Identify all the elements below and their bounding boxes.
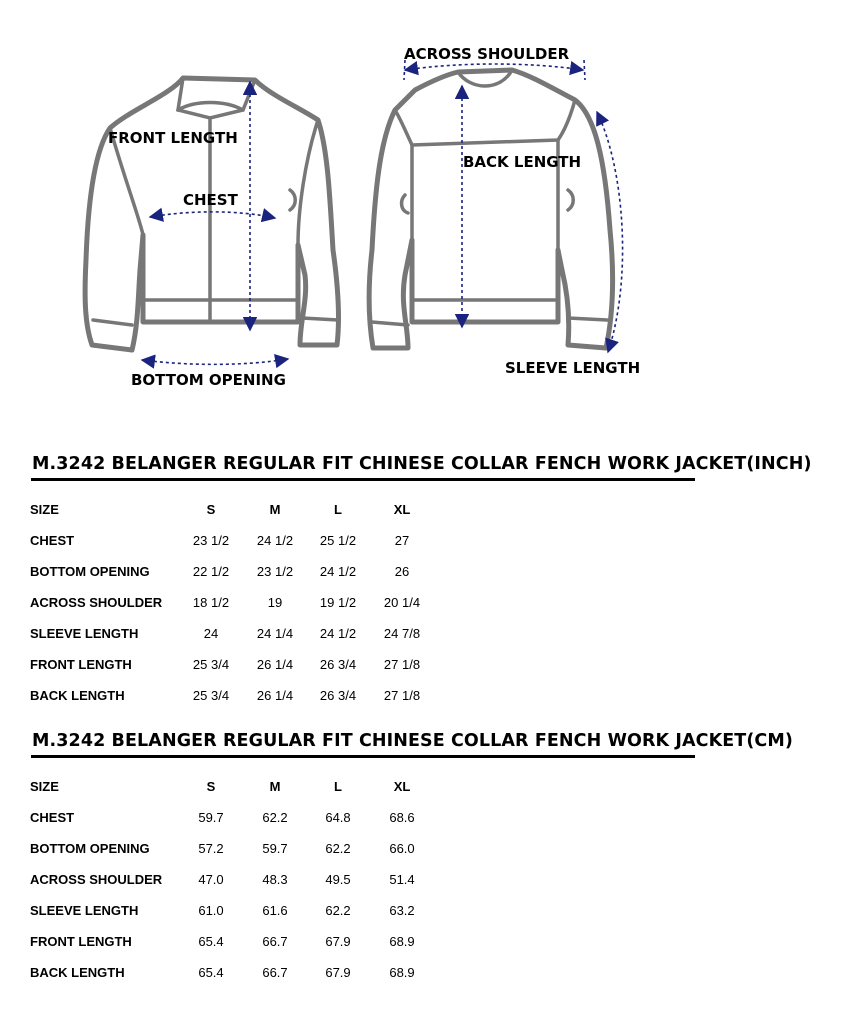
table-cell: 20 1/4 [383, 595, 421, 610]
table-cell: 23 1/2 [256, 564, 294, 579]
table-cell: 24 [203, 626, 219, 641]
table-cell: 66.0 [389, 841, 415, 856]
table-cell: 27 1/8 [383, 657, 421, 672]
table-cell: 68.6 [389, 810, 415, 825]
table-cell: 48.3 [262, 872, 288, 887]
table-cell: 23 1/2 [192, 533, 230, 548]
table-row [0, 903, 844, 923]
table-cell: 19 1/2 [319, 595, 357, 610]
table-row [0, 965, 844, 985]
bottom-opening-label: BOTTOM OPENING [131, 371, 286, 389]
table-cell: 18 1/2 [192, 595, 230, 610]
table-cell: 66.7 [262, 934, 288, 949]
table-cell: 65.4 [198, 965, 224, 980]
row-label: SLEEVE LENGTH [30, 903, 139, 918]
table-cell: 66.7 [262, 965, 288, 980]
header-cell-l: L [334, 779, 342, 794]
table-cell: 68.9 [389, 965, 415, 980]
row-label: BOTTOM OPENING [30, 841, 150, 856]
header-cell-m: M [269, 779, 281, 794]
row-label: ACROSS SHOULDER [30, 595, 163, 610]
table-cell: 24 1/2 [319, 564, 357, 579]
table-cell: 26 3/4 [319, 657, 357, 672]
table-cell: 67.9 [325, 965, 351, 980]
sleeve-length-label: SLEEVE LENGTH [505, 359, 641, 377]
table-cell: 59.7 [262, 841, 288, 856]
table-cell: 47.0 [198, 872, 224, 887]
across-shoulder-label: ACROSS SHOULDER [404, 45, 570, 63]
table-cell: 51.4 [389, 872, 415, 887]
table-cell: 24 1/2 [319, 626, 357, 641]
table-row [0, 533, 844, 553]
table-header-row [0, 502, 844, 522]
table-row [0, 626, 844, 646]
table-cell: 24 7/8 [383, 626, 421, 641]
table-cell: 68.9 [389, 934, 415, 949]
header-cell-xl: XL [393, 502, 411, 517]
header-cell-s: S [206, 779, 216, 794]
chest-label: CHEST [183, 191, 238, 209]
table-cell: 62.2 [262, 810, 288, 825]
table-header-row [0, 779, 844, 799]
table-row [0, 657, 844, 677]
table-cell: 62.2 [325, 841, 351, 856]
table-cell: 63.2 [389, 903, 415, 918]
table-cell: 27 [394, 533, 410, 548]
row-label: CHEST [30, 810, 75, 825]
table-cell: 62.2 [325, 903, 351, 918]
table-cell: 25 1/2 [319, 533, 357, 548]
table-cell: 65.4 [198, 934, 224, 949]
table-cell: 61.0 [198, 903, 224, 918]
table-title-cm: M.3242 BELANGER REGULAR FIT CHINESE COLLAR FENCH WORK JACKET(CM) [32, 731, 793, 751]
table-cell: 25 3/4 [192, 657, 230, 672]
shoulder-tick-right [584, 60, 585, 80]
table-cell: 24 1/2 [256, 533, 294, 548]
front-jacket-illustration [85, 78, 338, 350]
table-cell: 59.7 [198, 810, 224, 825]
row-label: BACK LENGTH [30, 688, 125, 703]
header-cell-size: SIZE [30, 502, 59, 517]
table-row [0, 595, 844, 615]
table-title-inch: M.3242 BELANGER REGULAR FIT CHINESE COLLAR FENCH WORK JACKET(INCH) [32, 454, 812, 474]
header-cell-size: SIZE [30, 779, 59, 794]
table-cell: 26 1/4 [256, 688, 294, 703]
table-row [0, 564, 844, 584]
table-cell: 22 1/2 [192, 564, 230, 579]
row-label: ACROSS SHOULDER [30, 872, 163, 887]
table-cell: 67.9 [325, 934, 351, 949]
row-label: CHEST [30, 533, 75, 548]
table-cell: 26 [394, 564, 410, 579]
table-row [0, 841, 844, 861]
jacket-measurement-diagram [0, 0, 844, 420]
header-cell-s: S [206, 502, 216, 517]
back-length-label: BACK LENGTH [463, 153, 582, 171]
table-row [0, 934, 844, 954]
table-cell: 26 3/4 [319, 688, 357, 703]
table-row [0, 688, 844, 708]
table-cell: 27 1/8 [383, 688, 421, 703]
row-label: FRONT LENGTH [30, 934, 132, 949]
table-cell: 49.5 [325, 872, 351, 887]
table-cell: 25 3/4 [192, 688, 230, 703]
row-label: BOTTOM OPENING [30, 564, 150, 579]
table-row [0, 810, 844, 830]
row-label: FRONT LENGTH [30, 657, 132, 672]
table-cell: 19 [267, 595, 283, 610]
row-label: SLEEVE LENGTH [30, 626, 139, 641]
table-row [0, 872, 844, 892]
header-cell-l: L [334, 502, 342, 517]
table-cell: 61.6 [262, 903, 288, 918]
header-cell-xl: XL [393, 779, 411, 794]
table-title-underline [31, 478, 695, 481]
header-cell-m: M [269, 502, 281, 517]
front-length-label: FRONT LENGTH [108, 129, 238, 147]
table-cell: 26 1/4 [256, 657, 294, 672]
table-title-underline [31, 755, 695, 758]
row-label: BACK LENGTH [30, 965, 125, 980]
back-jacket-illustration [369, 70, 612, 348]
table-cell: 24 1/4 [256, 626, 294, 641]
shoulder-tick-left [404, 60, 405, 80]
table-cell: 64.8 [325, 810, 351, 825]
bottom-opening-arrow [142, 359, 288, 364]
table-cell: 57.2 [198, 841, 224, 856]
